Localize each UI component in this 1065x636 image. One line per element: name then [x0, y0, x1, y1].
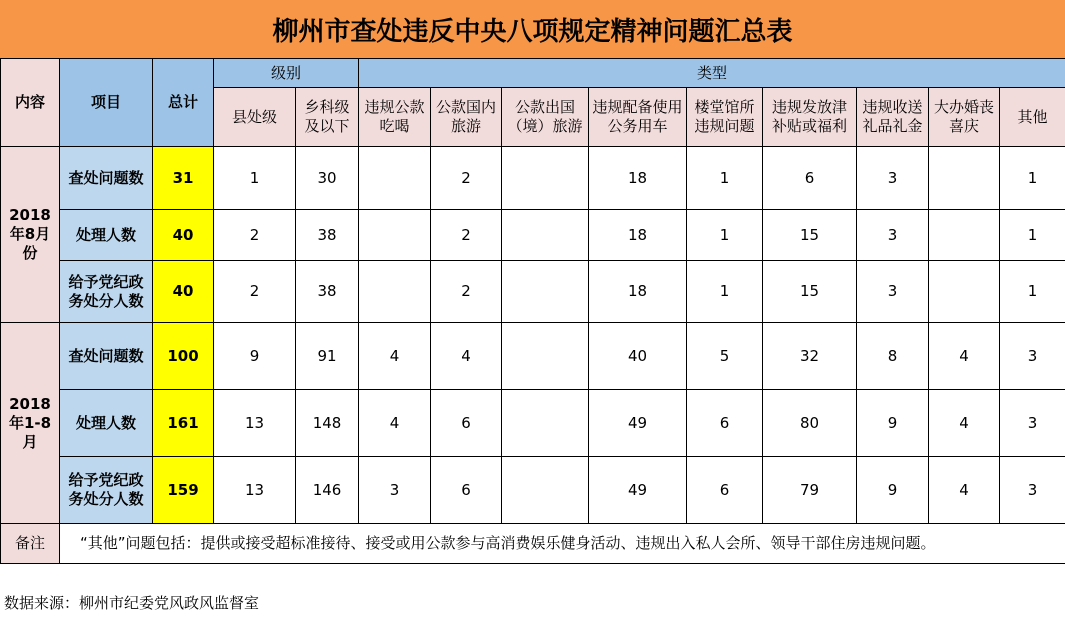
data-cell	[929, 261, 1000, 323]
data-cell	[359, 261, 431, 323]
data-cell	[359, 210, 431, 261]
row-total: 40	[153, 261, 214, 323]
data-cell: 30	[296, 147, 359, 210]
data-cell: 13	[214, 457, 296, 524]
header-type-cell: 楼堂馆所违规问题	[687, 88, 763, 147]
data-cell	[502, 457, 589, 524]
row-total: 40	[153, 210, 214, 261]
data-cell: 1	[687, 147, 763, 210]
data-cell: 1	[687, 261, 763, 323]
data-cell: 91	[296, 323, 359, 390]
header-type-cell: 公款出国（境）旅游	[502, 88, 589, 147]
row-total: 161	[153, 390, 214, 457]
header-type-cell: 大办婚丧喜庆	[929, 88, 1000, 147]
row-total: 31	[153, 147, 214, 210]
data-cell: 2	[431, 147, 502, 210]
data-cell: 4	[929, 323, 1000, 390]
table-row	[1, 323, 1065, 390]
data-cell: 1	[1000, 147, 1065, 210]
data-cell: 3	[1000, 323, 1065, 390]
header-level-cell: 乡科级及以下	[296, 88, 359, 147]
header-type-cell: 其他	[1000, 88, 1065, 147]
table-row	[1, 147, 1065, 210]
period-label: 2018年8月份	[1, 147, 60, 323]
header-type-cell: 违规公款吃喝	[359, 88, 431, 147]
table-row	[1, 210, 1065, 261]
header-level-group: 级别	[214, 59, 359, 88]
table-row	[1, 390, 1065, 457]
data-cell	[502, 147, 589, 210]
data-cell	[502, 323, 589, 390]
note-text: “其他”问题包括：提供或接受超标准接待、接受或用公款参与高消费娱乐健身活动、违规出入私人会所、领导干部住房违规问题。	[60, 524, 1065, 564]
data-cell: 38	[296, 261, 359, 323]
table-row	[1, 261, 1065, 323]
data-cell: 2	[431, 261, 502, 323]
row-item-label: 给予党纪政务处分人数	[60, 457, 153, 524]
data-cell: 6	[687, 390, 763, 457]
table-row	[1, 457, 1065, 524]
data-cell: 38	[296, 210, 359, 261]
data-cell: 6	[687, 457, 763, 524]
data-cell: 4	[431, 323, 502, 390]
data-cell: 146	[296, 457, 359, 524]
data-cell: 15	[763, 261, 857, 323]
header-type-group: 类型	[359, 59, 1065, 88]
data-cell: 1	[687, 210, 763, 261]
data-cell: 80	[763, 390, 857, 457]
data-cell: 18	[589, 147, 687, 210]
data-cell: 3	[1000, 390, 1065, 457]
data-cell: 6	[763, 147, 857, 210]
data-cell: 3	[857, 147, 929, 210]
note-row	[1, 524, 1065, 564]
header-type-cell: 公款国内旅游	[431, 88, 502, 147]
data-cell: 6	[431, 457, 502, 524]
data-cell: 4	[929, 390, 1000, 457]
data-cell: 3	[857, 210, 929, 261]
data-cell: 2	[431, 210, 502, 261]
data-cell: 1	[1000, 210, 1065, 261]
data-cell: 5	[687, 323, 763, 390]
summary-table	[0, 58, 1065, 564]
data-cell: 1	[1000, 261, 1065, 323]
data-cell: 9	[857, 457, 929, 524]
data-cell	[502, 210, 589, 261]
header-row-1	[1, 59, 1065, 88]
data-cell: 4	[359, 390, 431, 457]
header-level-cell: 县处级	[214, 88, 296, 147]
row-item-label: 查处问题数	[60, 323, 153, 390]
data-cell	[929, 147, 1000, 210]
row-item-label: 查处问题数	[60, 147, 153, 210]
note-label: 备注	[1, 524, 60, 564]
table-title: 柳州市查处违反中央八项规定精神问题汇总表	[0, 0, 1065, 58]
row-item-label: 处理人数	[60, 210, 153, 261]
data-source: 数据来源：柳州市纪委党风政风监督室	[4, 594, 260, 612]
period-label: 2018年1-8月	[1, 323, 60, 524]
header-content: 内容	[1, 59, 60, 147]
data-cell	[929, 210, 1000, 261]
data-cell: 40	[589, 323, 687, 390]
data-cell: 3	[857, 261, 929, 323]
data-cell: 15	[763, 210, 857, 261]
data-cell: 2	[214, 261, 296, 323]
row-item-label: 处理人数	[60, 390, 153, 457]
row-total: 100	[153, 323, 214, 390]
data-cell: 79	[763, 457, 857, 524]
data-cell: 6	[431, 390, 502, 457]
data-cell: 8	[857, 323, 929, 390]
data-cell: 9	[214, 323, 296, 390]
data-cell	[359, 147, 431, 210]
data-cell: 148	[296, 390, 359, 457]
header-type-cell: 违规发放津补贴或福利	[763, 88, 857, 147]
data-cell: 4	[929, 457, 1000, 524]
header-type-cell: 违规收送礼品礼金	[857, 88, 929, 147]
data-cell: 18	[589, 210, 687, 261]
header-total: 总计	[153, 59, 214, 147]
data-cell: 1	[214, 147, 296, 210]
data-cell: 3	[359, 457, 431, 524]
data-cell: 32	[763, 323, 857, 390]
data-cell: 4	[359, 323, 431, 390]
data-cell: 49	[589, 457, 687, 524]
header-item: 项目	[60, 59, 153, 147]
data-cell: 13	[214, 390, 296, 457]
data-cell	[502, 390, 589, 457]
data-cell: 49	[589, 390, 687, 457]
data-cell: 18	[589, 261, 687, 323]
data-cell: 9	[857, 390, 929, 457]
data-cell	[502, 261, 589, 323]
row-item-label: 给予党纪政务处分人数	[60, 261, 153, 323]
header-type-cell: 违规配备使用公务用车	[589, 88, 687, 147]
row-total: 159	[153, 457, 214, 524]
data-cell: 3	[1000, 457, 1065, 524]
data-cell: 2	[214, 210, 296, 261]
